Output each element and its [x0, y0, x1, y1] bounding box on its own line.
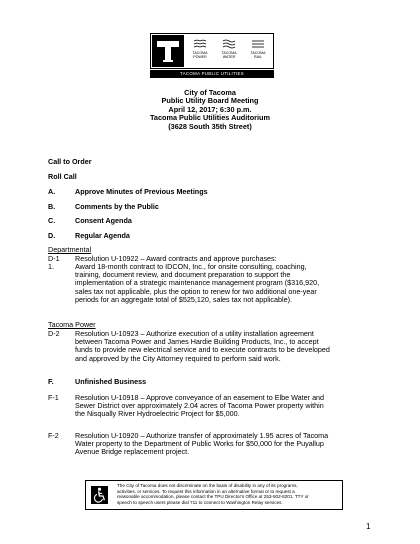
departmental-heading: Departmental	[48, 245, 92, 254]
d2-line: and approved by the City Attorney required to perform said work.	[75, 353, 281, 363]
d1-sub-line: periods for an aggregate total of $525,120, sales tax not applicable).	[75, 294, 292, 304]
f2-line: Water property to the Department of Public Works for $50,000 for the Puyallup	[75, 439, 324, 449]
item-a-text: Approve Minutes of Previous Meetings	[75, 187, 208, 196]
logo-unit-water-line1: TACOMA	[221, 51, 237, 55]
item-f-letter: F.	[48, 377, 54, 386]
water-waves-icon	[222, 39, 236, 49]
item-b-text: Comments by the Public	[75, 202, 159, 211]
logo-unit-power-line1: TACOMA	[192, 51, 208, 55]
page-number: 1	[366, 522, 371, 531]
notice-line: activities, or services. To request this information in an alternative format or to request a	[117, 488, 295, 494]
call-to-order: Call to Order	[48, 157, 92, 166]
d1-sub-line: training, document review, and document preparation to support the	[75, 270, 291, 280]
header-meeting-title: Public Utility Board Meeting	[161, 96, 259, 106]
tacoma-power-heading: Tacoma Power	[48, 320, 96, 329]
roll-call: Roll Call	[48, 172, 77, 181]
f2-line: Resolution U-10920 – Authorize transfer of approximately 1.95 acres of Tacoma	[75, 431, 329, 440]
logo-unit-rail-line2: RAIL	[254, 55, 262, 59]
d2-line: Resolution U-10923 – Authorize execution of a utility installation agreement	[75, 329, 314, 338]
item-f-text: Unfinished Business	[75, 377, 147, 386]
d2-code: D-2	[48, 329, 60, 338]
rail-tracks-icon	[251, 39, 265, 49]
notice-line: speech to speech users please dial 711 to connect to Washington Relay services.	[117, 499, 283, 505]
tacoma-public-utilities-logo	[150, 33, 274, 77]
d1-sub-line: sales tax not applicable, plus the option to renew for two additional one-year	[75, 286, 317, 296]
d1-line: Resolution U-10922 – Award contracts and approve purchases:	[75, 254, 277, 263]
logo-t-mark-icon	[152, 35, 184, 67]
meeting-header	[0, 89, 420, 131]
item-c-text: Consent Agenda	[75, 216, 132, 225]
accessibility-notice	[85, 480, 343, 510]
item-a-letter: A.	[48, 187, 56, 196]
header-address: (3628 South 35th Street)	[168, 121, 252, 131]
logo-unit-rail	[244, 36, 272, 68]
d2-line: between Tacoma Power and James Hardie Building Products, Inc., to accept	[75, 337, 319, 347]
d2-line: funds to provide new electrical service and to execute contracts to be developed	[75, 345, 330, 355]
d1-sub-text	[75, 263, 380, 304]
header-city: City of Tacoma	[184, 88, 236, 97]
f2-line: Avenue Bridge replacement project.	[75, 447, 190, 457]
f1-line: Sewer District over approximately 2.04 acres of Tacoma Power property within	[75, 401, 324, 411]
logo-unit-water-line2: WATER	[222, 55, 236, 59]
notice-text	[117, 483, 309, 505]
logo-unit-water	[215, 36, 243, 68]
f1-line: Resolution U-10918 – Approve conveyance of an easement to Elbe Water and	[75, 393, 325, 402]
item-d-letter: D.	[48, 231, 56, 240]
d1-sub-code: 1.	[48, 262, 54, 271]
f2-code: F-2	[48, 431, 59, 440]
notice-line: The City of Tacoma does not discriminate on the basis of disability in any of its programs,	[117, 483, 298, 488]
f1-text	[75, 394, 380, 419]
item-d-text: Regular Agenda	[75, 231, 130, 240]
wheelchair-accessibility-icon	[91, 486, 108, 504]
f1-code: F-1	[48, 393, 59, 402]
item-b-letter: B.	[48, 202, 56, 211]
notice-line: reasonable accommodation, please contact the TPU Director's Office at 253-502-8201. TTY or	[117, 494, 309, 500]
d1-sub-line: Award 18-month contract to IDCON, Inc., for onsite consulting, coaching,	[75, 262, 307, 271]
logo-frame	[150, 33, 274, 69]
power-lightning-icon	[193, 39, 207, 49]
logo-unit-rail-line1: TACOMA	[250, 51, 266, 55]
logo-unit-power	[186, 36, 214, 68]
d1-code: D-1	[48, 254, 60, 263]
logo-unit-power-line2: POWER	[193, 55, 207, 59]
d1-sub-line: implementation of a strategic maintenance management program ($316,920,	[75, 278, 320, 288]
f1-line: the Nisqually River Hydroelectric Project for $5,000.	[75, 409, 240, 419]
header-date-time: April 12, 2017; 6:30 p.m.	[168, 104, 252, 114]
f2-text	[75, 432, 380, 457]
d2-text	[75, 330, 380, 363]
header-location: Tacoma Public Utilities Auditorium	[149, 113, 270, 123]
item-c-letter: C.	[48, 216, 56, 225]
logo-bar-text: TACOMA PUBLIC UTILITIES	[150, 70, 274, 78]
